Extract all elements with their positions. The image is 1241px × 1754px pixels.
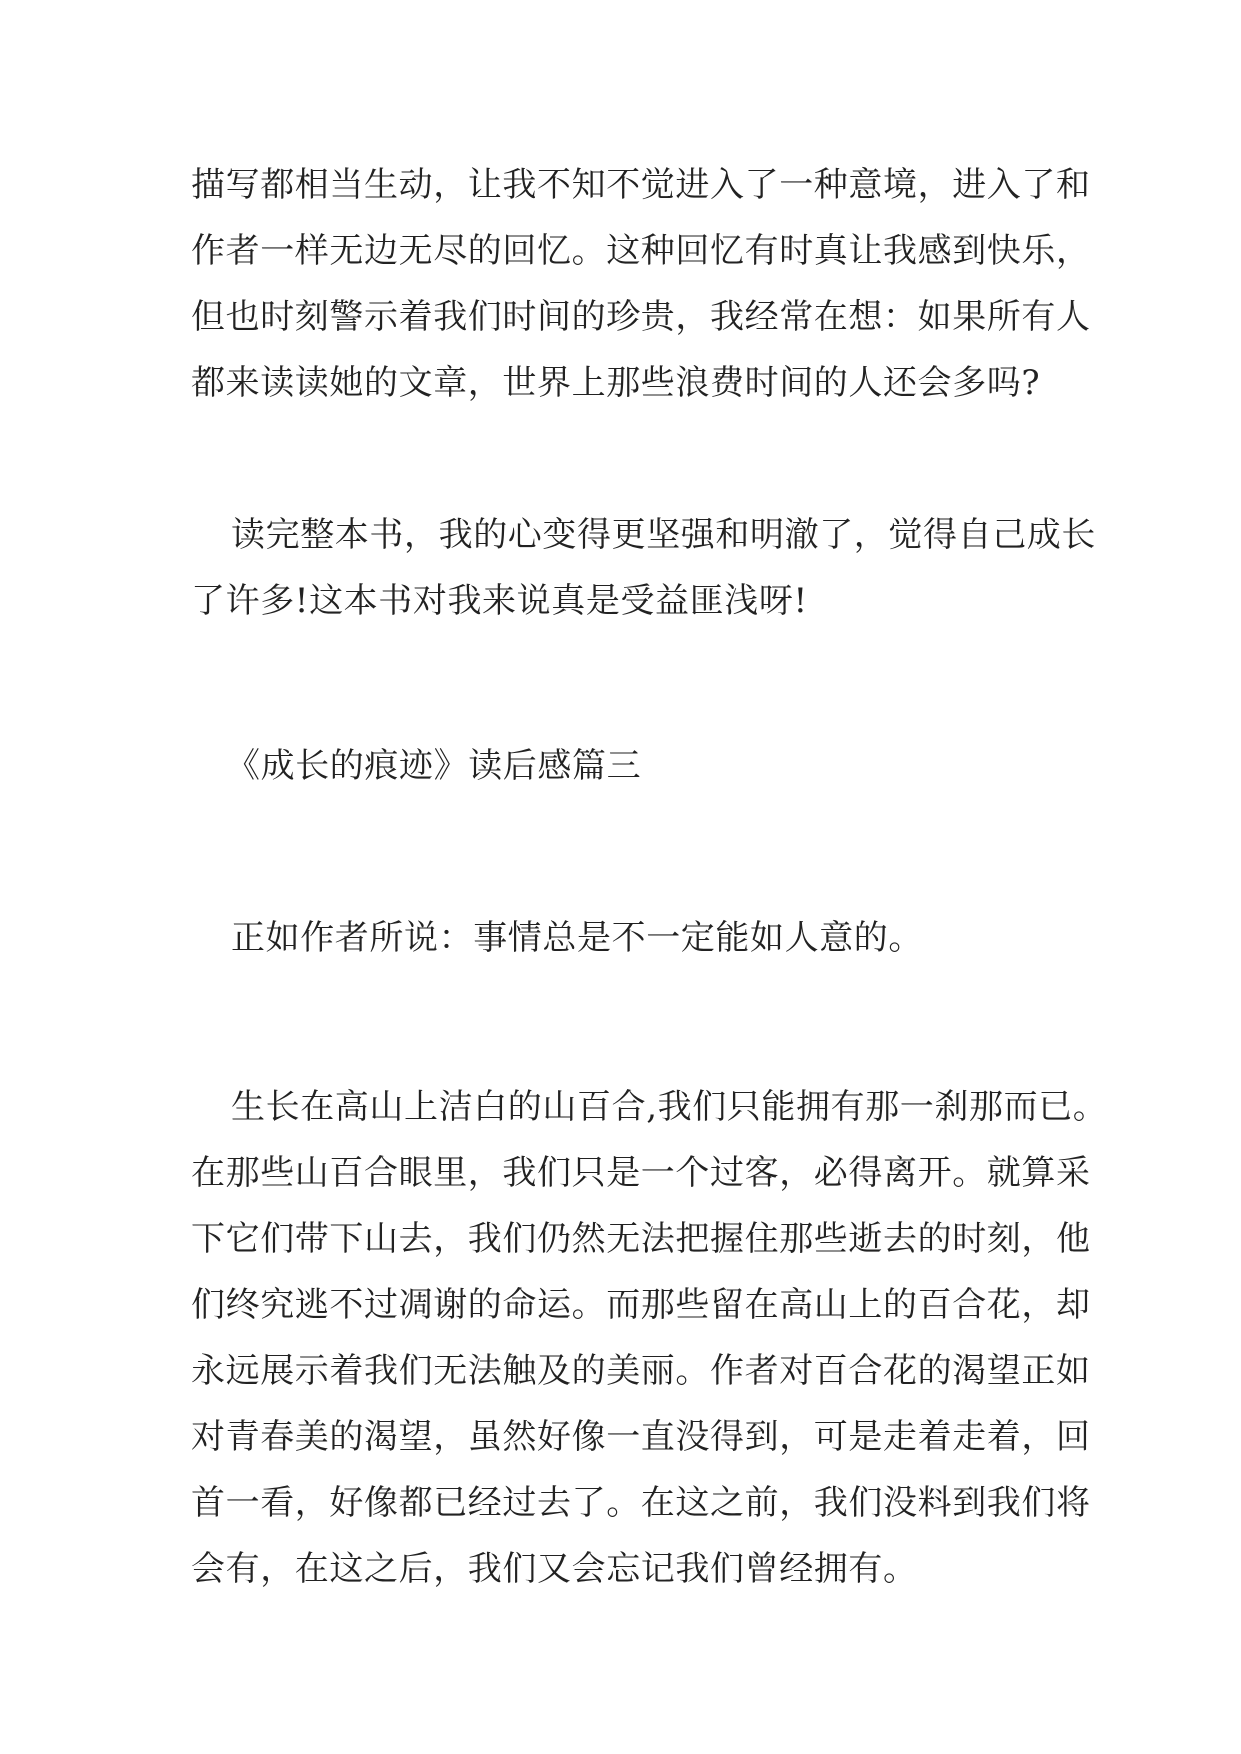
paragraph-4-line-4: 们终究逃不过凋谢的命运。而那些留在高山上的百合花，却 [191, 1285, 1091, 1325]
paragraph-4-line-2: 在那些山百合眼里，我们只是一个过客，必得离开。就算采 [191, 1153, 1091, 1193]
paragraph-4-line-8: 会有，在这之后，我们又会忘记我们曾经拥有。 [191, 1549, 918, 1589]
paragraph-1-line-1: 描写都相当生动，让我不知不觉进入了一种意境，进入了和 [191, 165, 1091, 205]
paragraph-2-line-1: 读完整本书，我的心变得更坚强和明澈了，觉得自己成长 [231, 515, 1096, 555]
paragraph-4-line-6: 对青春美的渴望，虽然好像一直没得到，可是走着走着，回 [191, 1417, 1091, 1457]
paragraph-2-line-2: 了许多!这本书对我来说真是受益匪浅呀! [191, 581, 808, 621]
paragraph-4-line-3: 下它们带下山去，我们仍然无法把握住那些逝去的时刻，他 [191, 1219, 1091, 1259]
paragraph-3-line-1: 正如作者所说：事情总是不一定能如人意的。 [231, 918, 923, 958]
paragraph-1-line-2: 作者一样无边无尽的回忆。这种回忆有时真让我感到快乐， [191, 231, 1091, 271]
paragraph-4-line-5: 永远展示着我们无法触及的美丽。作者对百合花的渴望正如 [191, 1351, 1091, 1391]
section-heading: 《成长的痕迹》读后感篇三 [226, 746, 642, 786]
paragraph-4-line-7: 首一看，好像都已经过去了。在这之前，我们没料到我们将 [191, 1483, 1091, 1523]
paragraph-1-line-4: 都来读读她的文章，世界上那些浪费时间的人还会多吗? [191, 363, 1041, 403]
paragraph-1-line-3: 但也时刻警示着我们时间的珍贵，我经常在想：如果所有人 [191, 297, 1091, 337]
paragraph-4-line-1: 生长在高山上洁白的山百合,我们只能拥有那一刹那而已。 [231, 1087, 1108, 1127]
